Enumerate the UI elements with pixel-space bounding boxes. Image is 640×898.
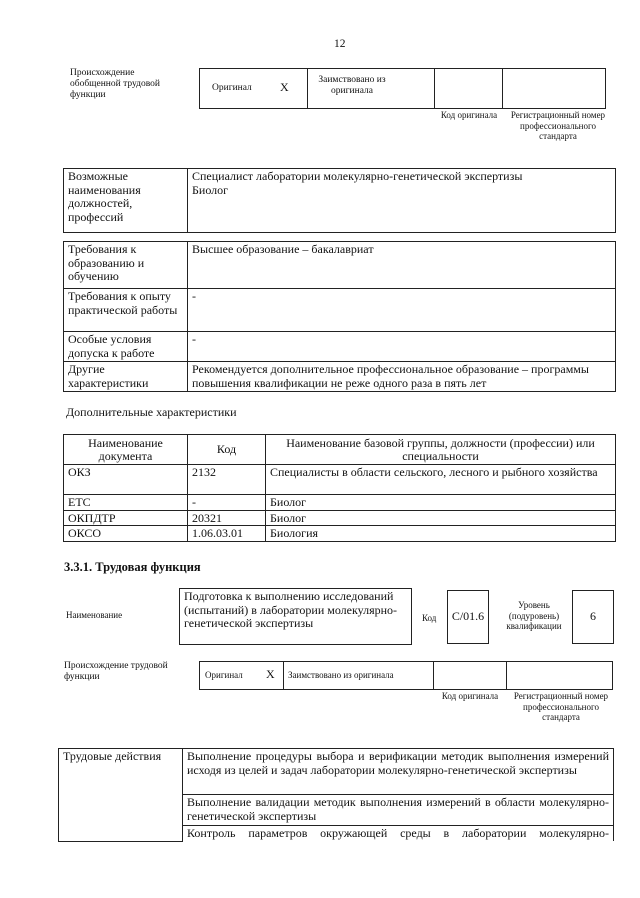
code-cell: 20321 xyxy=(188,510,266,526)
original-mark: X xyxy=(266,667,275,681)
additional-title: Дополнительные характеристики xyxy=(66,405,237,419)
requirements-table xyxy=(63,241,616,392)
actions-table xyxy=(58,748,614,842)
code-value-box xyxy=(447,590,489,644)
req-label: Требования к опыту практической работы xyxy=(64,289,188,332)
doc-cell: ОКСО xyxy=(64,526,188,542)
page-number: 12 xyxy=(334,38,346,50)
origin-function-table xyxy=(199,661,613,690)
actions-label: Трудовые действия xyxy=(59,749,183,842)
level-label: Уровень (подуровень) квалификации xyxy=(506,600,562,631)
req-label: Особые условия допуска к работе xyxy=(64,332,188,362)
action-item: Выполнение валидации методик выполнения измерений в области молекулярно-генетической экспертизы xyxy=(183,795,614,826)
positions-label: Возможные наименования должностей, профессий xyxy=(64,169,188,233)
borrowed-label: Заимствовано из оригинала xyxy=(288,670,394,680)
doc-cell: ЕТС xyxy=(64,495,188,511)
position-line: Биолог xyxy=(192,182,229,197)
origin-function-label: Происхождение трудовой функции xyxy=(64,661,168,682)
code-label: Код xyxy=(422,613,437,623)
additional-table xyxy=(63,434,616,542)
positions-value xyxy=(188,169,616,233)
function-name-value: Подготовка к выполнению исследований (испытаний) в лаборатории молекулярно-генетической экспертизы xyxy=(184,589,398,630)
function-name-box xyxy=(179,588,412,645)
origin-generalized-label: Происхождение обобщенной трудовой функции xyxy=(70,68,160,100)
req-value: Рекомендуется дополнительное профессиональное образование – программы повышения квалификации не реже одного раза в пять лет xyxy=(188,362,616,392)
doc-cell: ОКПДТР xyxy=(64,510,188,526)
original-label: Оригинал xyxy=(205,670,243,680)
table-row xyxy=(64,510,616,526)
req-label: Требования к образованию и обучению xyxy=(64,242,188,289)
positions-table xyxy=(63,168,616,233)
regnum-caption: Регистрационный номер профессионального стандарта xyxy=(513,691,609,722)
section-title: 3.3.1. Трудовая функция xyxy=(64,560,201,574)
action-item: Контроль параметров окружающей среды в лаборатории молекулярно- xyxy=(183,826,614,842)
req-label: Другие характеристики xyxy=(64,362,188,392)
code-cell: - xyxy=(188,495,266,511)
table-row xyxy=(64,495,616,511)
action-item: Выполнение процедуры выбора и верификации методик выполнения измерений исходя из целей и задач лаборатории молекулярно-генетической экспертизы xyxy=(183,749,614,795)
code-original-caption: Код оригинала xyxy=(440,110,498,120)
level-value-box xyxy=(572,590,614,644)
original-mark: X xyxy=(280,80,289,94)
doc-cell: ОКЗ xyxy=(64,465,188,495)
name-cell: Специалисты в области сельского, лесного и рыбного хозяйства xyxy=(266,465,616,495)
original-label: Оригинал xyxy=(212,83,252,93)
table-row xyxy=(64,465,616,495)
req-value: Высшее образование – бакалавриат xyxy=(188,242,616,289)
name-cell: Биология xyxy=(266,526,616,542)
code-value: C/01.6 xyxy=(451,609,485,624)
req-value: - xyxy=(188,289,616,332)
header-code: Код xyxy=(188,435,266,465)
header-document: Наименование документа xyxy=(64,435,188,465)
level-value: 6 xyxy=(590,609,596,624)
name-label: Наименование xyxy=(66,610,123,620)
name-cell: Биолог xyxy=(266,510,616,526)
table-row xyxy=(64,526,616,542)
name-cell: Биолог xyxy=(266,495,616,511)
code-cell: 1.06.03.01 xyxy=(188,526,266,542)
position-line: Специалист лаборатории молекулярно-генетической экспертизы xyxy=(192,169,523,183)
code-cell: 2132 xyxy=(188,465,266,495)
header-group-name: Наименование базовой группы, должности (профессии) или специальности xyxy=(266,435,616,465)
code-original-caption: Код оригинала xyxy=(441,691,499,701)
borrowed-label: Заимствовано из оригинала xyxy=(318,75,386,96)
origin-generalized-table xyxy=(199,68,606,109)
regnum-caption: Регистрационный номер профессионального стандарта xyxy=(510,110,606,141)
req-value: - xyxy=(188,332,616,362)
